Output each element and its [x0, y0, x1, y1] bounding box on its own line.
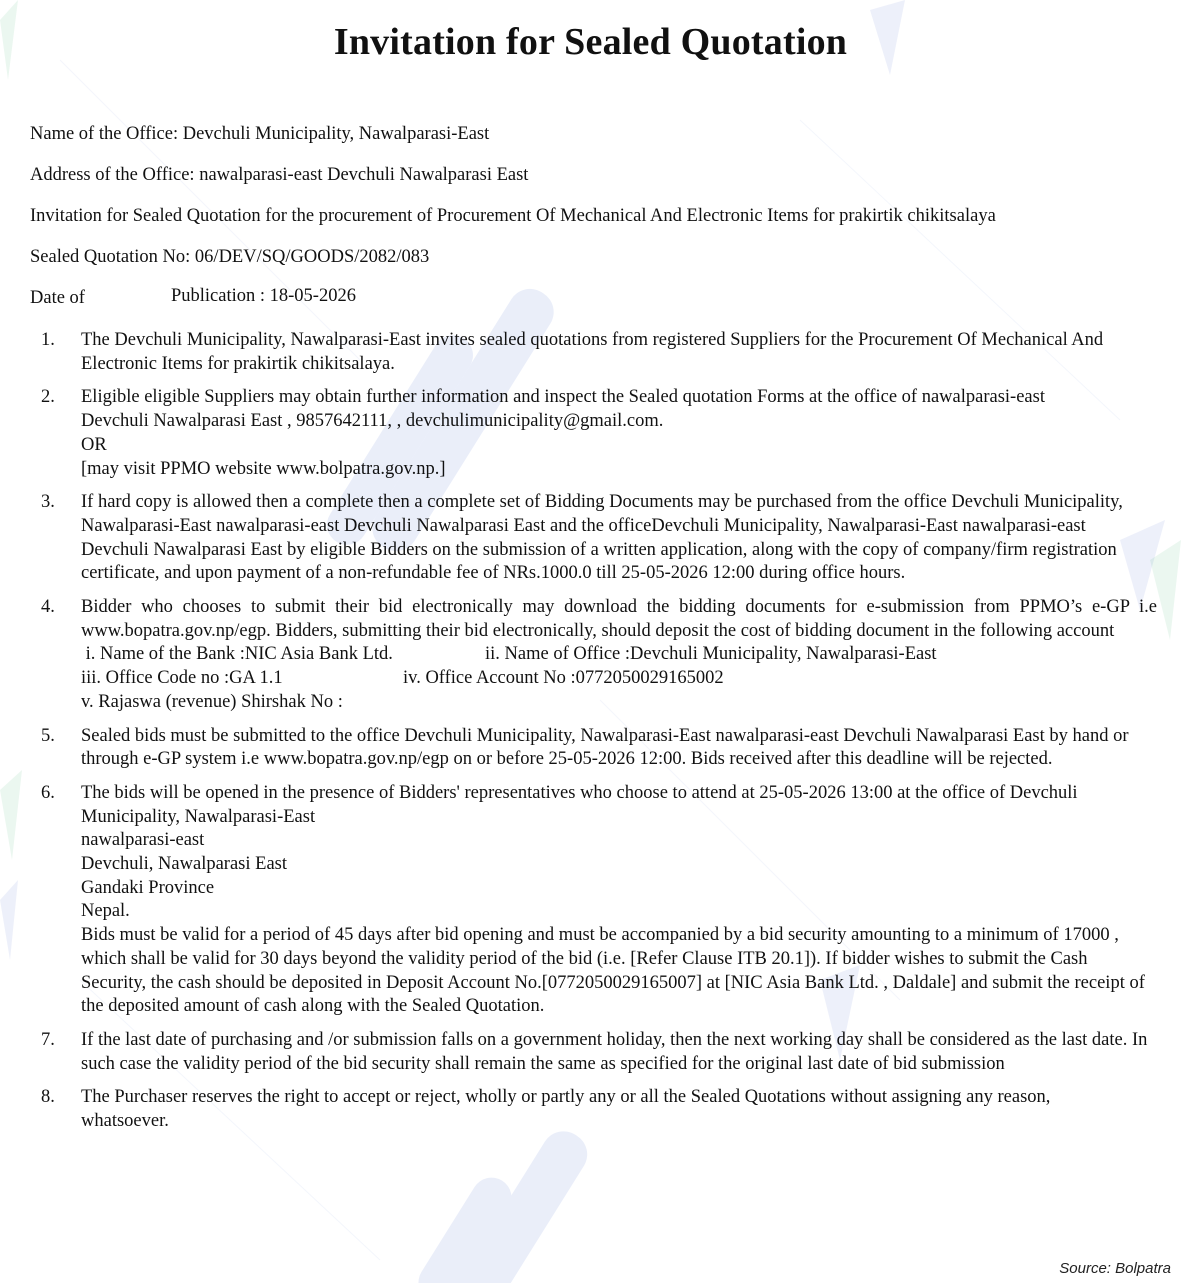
- clause-list: [0, 329, 1181, 1144]
- item-text: Bidder who chooses to submit their bid electronically may download the bidding documents for e-submission from PPMO’s e-GP i.e www.bopatra.gov.np/egp. Bidders, submitting their bid electronically, should deposit the cost of bidding document in the following account: [81, 597, 1157, 641]
- account-details-row: [81, 667, 1157, 691]
- bank-details-row: [81, 643, 1157, 667]
- item-text: The Devchuli Municipality, Nawalparasi-East invites sealed quotations from registered Suppliers for the Procurement Of Mechanical And Electronic Items for prakirtik chikitsalaya.: [81, 330, 1104, 374]
- rajaswa-line: v. Rajaswa (revenue) Shirshak No :: [81, 691, 343, 712]
- list-item: [0, 386, 1181, 481]
- item-number: 8.: [41, 1087, 55, 1108]
- publication-date-line: [30, 287, 356, 309]
- source-credit: Source: Bolpatra: [1059, 1260, 1171, 1277]
- list-item: [0, 725, 1181, 772]
- item-text: If the last date of purchasing and /or submission falls on a government holiday, then the next working day shall be considered as the last date. In such case the validity period of the bid security shall remain the same as specified for the original last date of bid submission: [81, 1029, 1148, 1074]
- date-label: Date of: [30, 288, 85, 308]
- watermark-logo-bottom: [411, 1123, 596, 1283]
- invitation-line: Invitation for Sealed Quotation for the procurement of Procurement Of Mechanical And Electronic Items for prakirtik chikitsalaya: [30, 206, 996, 226]
- list-item: [0, 782, 1181, 1019]
- item-website: [may visit PPMO website www.bolpatra.gov.np.]: [81, 458, 446, 479]
- item-number: 3.: [41, 492, 55, 513]
- item-number: 6.: [41, 782, 55, 803]
- item-text: Sealed bids must be submitted to the office Devchuli Municipality, Nawalparasi-East nawalparasi-east Devchuli Nawalparasi East by hand or through e-GP system i.e www.bopatra.gov.np/egp on or before 25-05-2026 12:00. Bids received after this deadline will be rejected.: [81, 725, 1129, 770]
- item-contact: Devchuli Nawalparasi East , 9857642111, , devchulimunicipality@gmail.com.: [81, 411, 664, 432]
- item-number: 7.: [41, 1029, 55, 1050]
- list-item: [0, 1086, 1181, 1133]
- list-item: [0, 491, 1181, 586]
- item-number: 5.: [41, 725, 55, 746]
- office-name-detail: ii. Name of Office :Devchuli Municipality, Nawalparasi-East: [485, 644, 937, 665]
- item-text: The bids will be opened in the presence of Bidders' representatives who choose to attend at 25-05-2026 13:00 at the office of Devchuli Municipality, Nawalparasi-East: [81, 782, 1078, 827]
- publication-date: Publication : 18-05-2026: [170, 286, 356, 306]
- office-address: Address of the Office: nawalparasi-east Devchuli Nawalparasi East: [30, 165, 529, 185]
- item-or: OR: [81, 434, 107, 455]
- item-number: 2.: [41, 387, 55, 408]
- office-account: iv. Office Account No :0772050029165002: [403, 668, 724, 689]
- item-text: The Purchaser reserves the right to accept or reject, wholly or partly any or all the Sealed Quotations without assigning any reason, whatsoever.: [81, 1087, 1051, 1132]
- item-text: Eligible eligible Suppliers may obtain further information and inspect the Sealed quotation Forms at the office of nawalparasi-east: [81, 387, 1045, 408]
- quotation-number: Sealed Quotation No: 06/DEV/SQ/GOODS/2082/083: [30, 247, 430, 267]
- item-text: If hard copy is allowed then a complete then a complete set of Bidding Documents may be purchased from the office Devchuli Municipality, Nawalparasi-East nawalparasi-east Devchuli Nawalparasi East and the officeDevchuli Municipality, Nawalparasi-East nawalparasi-east Devchuli Nawalparasi East by eligible Bidders on the submission of a written application, along with the copy of company/firm registration certificate, and upon payment of a non-refundable fee of NRs.1000.0 till 25-05-2026 12:00 during office hours.: [81, 492, 1123, 584]
- address-line: Nepal.: [81, 901, 130, 922]
- list-item: [0, 596, 1181, 715]
- list-item: [0, 1029, 1181, 1076]
- item-number: 4.: [41, 597, 55, 618]
- bank-name: i. Name of the Bank :NIC Asia Bank Ltd.: [81, 644, 393, 665]
- office-name: Name of the Office: Devchuli Municipality, Nawalparasi-East: [30, 124, 490, 144]
- address-line: Gandaki Province: [81, 877, 215, 898]
- address-line: nawalparasi-east: [81, 830, 205, 851]
- address-line: Devchuli, Nawalparasi East: [81, 854, 287, 875]
- item-text-validity: Bids must be valid for a period of 45 days after bid opening and must be accompanied by a bid security amounting to a minimum of 17000 , which shall be valid for 30 days beyond the validity period of the bid (i.e. [Refer Clause ITB 20.1]). If bidder wishes to submit the Cash Security, the cash should be deposited in Deposit Account No.[0772050029165007] at [NIC Asia Bank Ltd. , Daldale] and submit the receipt of the deposited amount of cash along with the Sealed Quotation.: [81, 925, 1145, 1017]
- list-item: [0, 329, 1181, 376]
- office-code: iii. Office Code no :GA 1.1: [81, 668, 283, 689]
- item-number: 1.: [41, 330, 55, 350]
- document-title: Invitation for Sealed Quotation: [333, 21, 848, 63]
